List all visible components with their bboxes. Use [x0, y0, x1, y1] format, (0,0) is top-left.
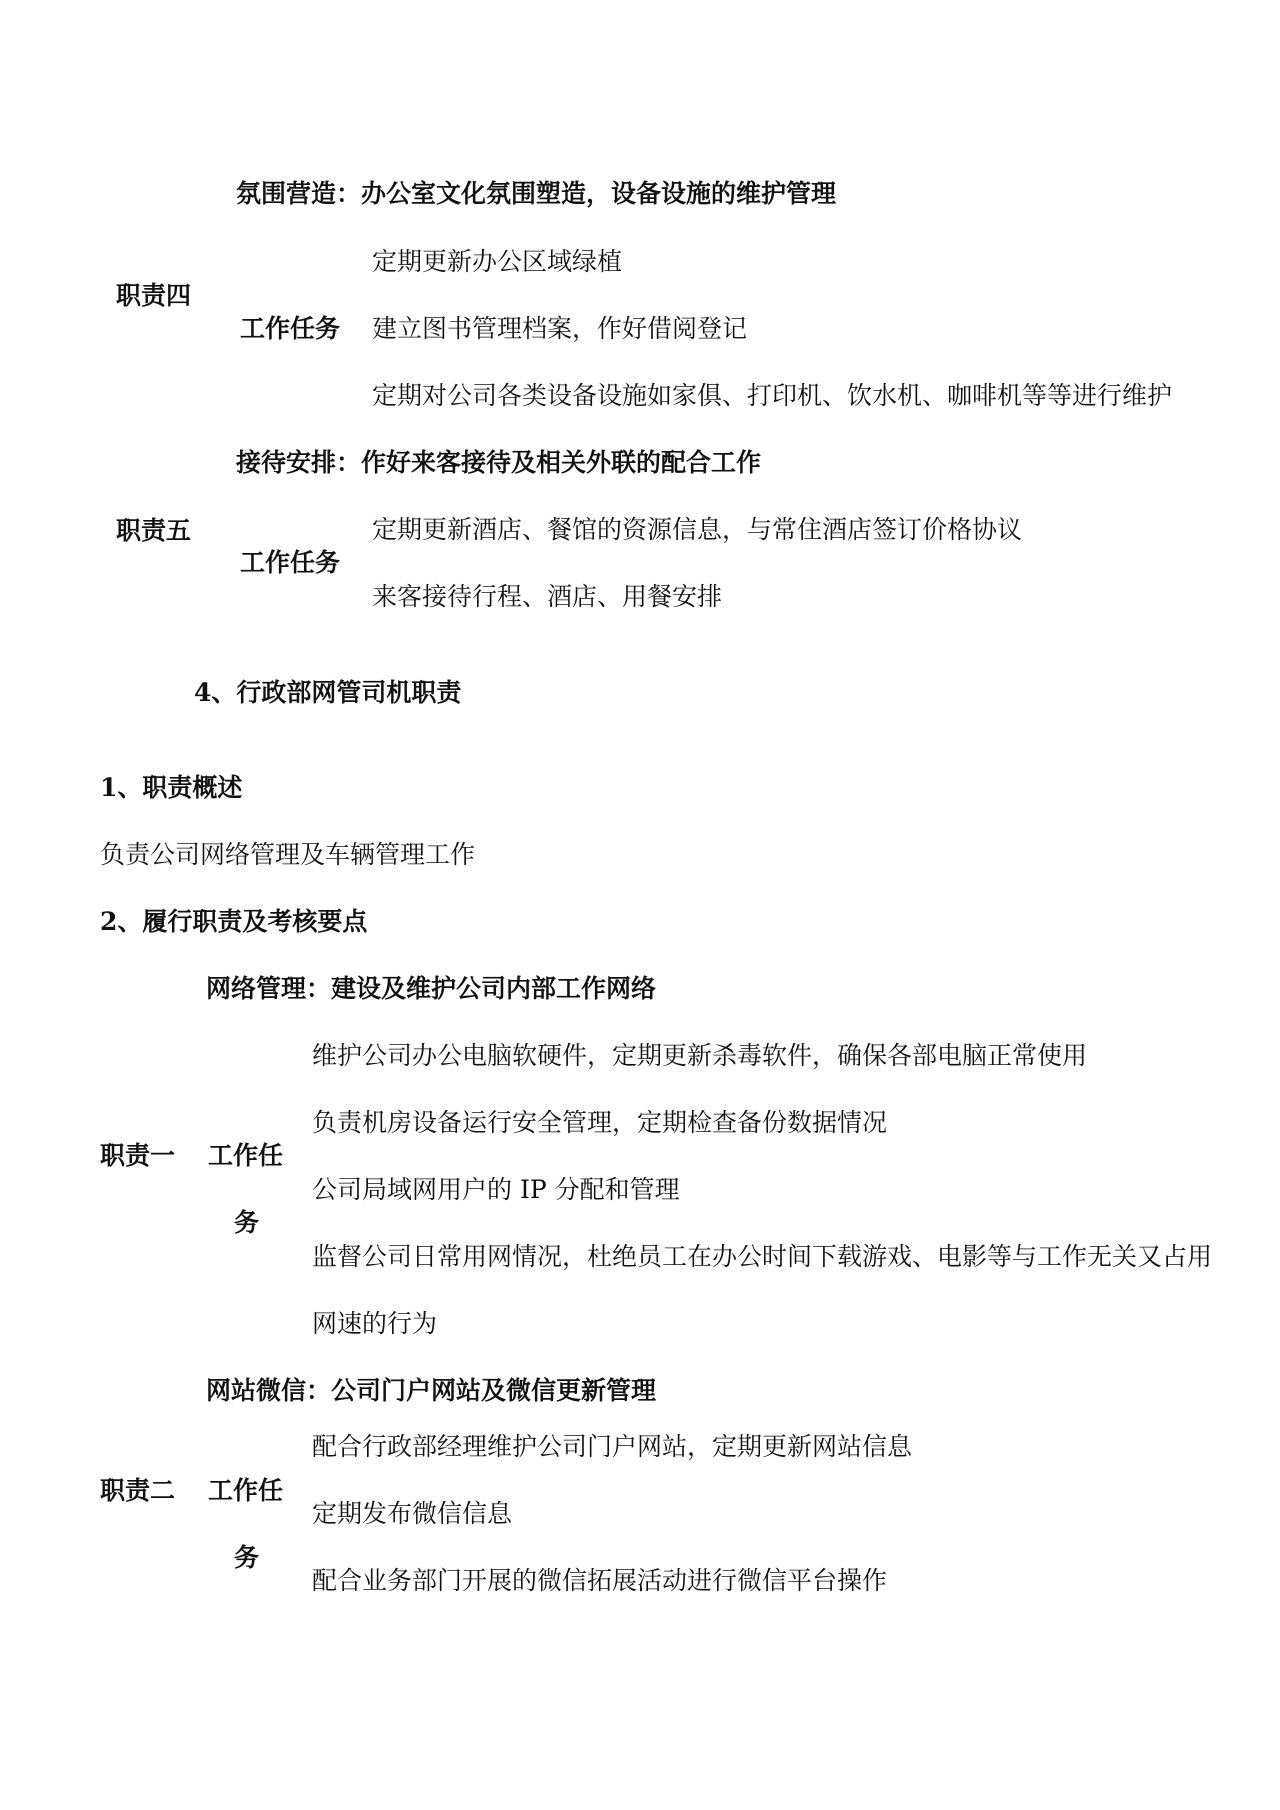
duty5-heading: 接待安排：作好来客接待及相关外联的配合工作	[236, 448, 762, 477]
overview-text: 负责公司网络管理及车辆管理工作	[100, 840, 476, 869]
assessment-title: 2、履行职责及考核要点	[100, 907, 368, 936]
duty5-label: 职责五	[116, 516, 192, 545]
net-duty1-task-1: 维护公司办公电脑软硬件，定期更新杀毒软件，确保各部电脑正常使用	[312, 1041, 1088, 1070]
net-duty1-task-label-2: 务	[234, 1208, 260, 1237]
net-duty2-task-label-2: 务	[234, 1543, 260, 1572]
net-duty2-task-3: 配合业务部门开展的微信拓展活动进行微信平台操作	[312, 1566, 888, 1595]
net-duty2-task-2: 定期发布微信信息	[312, 1499, 513, 1528]
net-duty1-heading: 网络管理：建设及维护公司内部工作网络	[206, 974, 657, 1003]
duty4-task-label: 工作任务	[240, 314, 341, 343]
net-duty1-label: 职责一	[100, 1141, 176, 1170]
net-duty1-task-5: 网速的行为	[312, 1309, 438, 1338]
net-duty2-task-label-1: 工作任	[208, 1476, 284, 1505]
duty5-task-1: 定期更新酒店、餐馆的资源信息，与常住酒店签订价格协议	[372, 515, 1023, 544]
net-duty1-task-3: 公司局域网用户的 IP 分配和管理	[312, 1175, 680, 1204]
duty5-task-2: 来客接待行程、酒店、用餐安排	[372, 582, 723, 611]
duty4-task-3: 定期对公司各类设备设施如家俱、打印机、饮水机、咖啡机等等进行维护	[372, 381, 1173, 410]
net-duty1-task-2: 负责机房设备运行安全管理，定期检查备份数据情况	[312, 1108, 888, 1137]
net-duty1-task-4: 监督公司日常用网情况，杜绝员工在办公时间下载游戏、电影等与工作无关又占用	[312, 1242, 1213, 1271]
overview-title: 1、职责概述	[100, 773, 243, 802]
net-duty2-task-1: 配合行政部经理维护公司门户网站，定期更新网站信息	[312, 1432, 913, 1461]
duty5-task-label: 工作任务	[240, 548, 341, 577]
duty4-label: 职责四	[116, 281, 192, 310]
net-duty2-label: 职责二	[100, 1476, 176, 1505]
duty4-heading: 氛围营造：办公室文化氛围塑造，设备设施的维护管理	[236, 179, 837, 208]
duty4-task-1: 定期更新办公区域绿植	[372, 247, 623, 276]
net-duty2-heading: 网站微信：公司门户网站及微信更新管理	[206, 1376, 657, 1405]
section-title: 4、行政部网管司机职责	[194, 678, 462, 707]
duty4-task-2: 建立图书管理档案，作好借阅登记	[372, 314, 748, 343]
net-duty1-task-label-1: 工作任	[208, 1141, 284, 1170]
